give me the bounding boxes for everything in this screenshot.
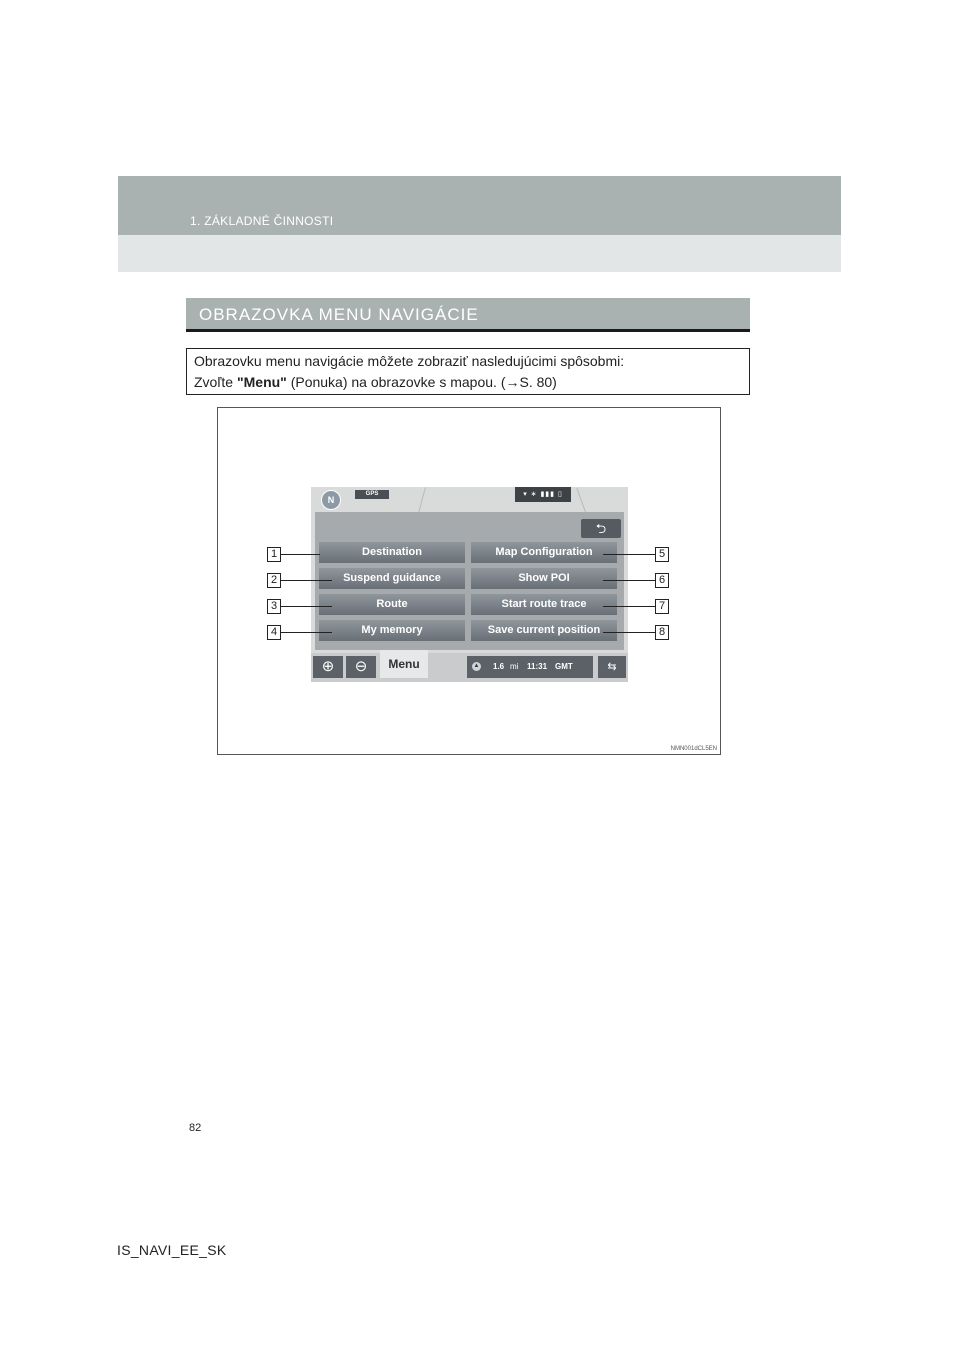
back-icon[interactable]: ⮌	[581, 519, 621, 538]
callout-7: 7	[655, 599, 669, 614]
info-suffix: (Ponuka) na obrazovke s mapou. (	[286, 374, 506, 390]
zoom-in-icon[interactable]: ⊕	[313, 656, 343, 678]
navigation-arrow-icon: ▲	[473, 663, 480, 669]
callout-leader	[280, 554, 320, 555]
callout-8: 8	[655, 625, 669, 640]
callout-leader	[603, 606, 655, 607]
time-value: 11:31	[527, 662, 548, 671]
callout-leader	[603, 554, 655, 555]
callout-leader	[603, 632, 655, 633]
route-button[interactable]: Route	[319, 594, 465, 615]
figure	[217, 407, 721, 755]
status-strip	[467, 656, 593, 678]
menu-panel	[315, 512, 624, 650]
callout-3: 3	[267, 599, 281, 614]
callout-leader	[280, 632, 332, 633]
callout-5: 5	[655, 547, 669, 562]
reference-arrow-icon: →	[505, 374, 520, 390]
my-memory-button[interactable]: My memory	[319, 620, 465, 641]
save-current-position-button[interactable]: Save current position	[471, 620, 617, 641]
chapter-label: 1. ZÁKLADNÉ ČINNOSTI	[190, 214, 334, 228]
screen-top-bar	[311, 487, 628, 507]
header-band	[118, 176, 841, 272]
page-number: 82	[189, 1122, 202, 1134]
callout-6: 6	[655, 573, 669, 588]
signal-status-icon: ▾ ∗ ▮▮▮ ▯	[515, 487, 571, 502]
distance-unit: mi	[510, 662, 519, 671]
callout-leader	[603, 580, 655, 581]
compass-icon[interactable]: N	[321, 490, 341, 510]
info-page-ref: S. 80)	[519, 374, 557, 390]
suspend-guidance-button[interactable]: Suspend guidance	[319, 568, 465, 589]
gps-badge: GPS	[355, 490, 389, 499]
callout-1: 1	[267, 547, 281, 562]
menu-tab[interactable]: Menu	[380, 650, 428, 678]
destination-button[interactable]: Destination	[319, 542, 465, 563]
info-menu-label: "Menu"	[236, 374, 287, 390]
section-title	[186, 298, 750, 332]
start-route-trace-button[interactable]: Start route trace	[471, 594, 617, 615]
zoom-out-icon[interactable]: ⊖	[346, 656, 376, 678]
callout-leader	[280, 580, 332, 581]
navigation-screen	[311, 487, 628, 682]
callout-leader	[280, 606, 332, 607]
info-line-2	[194, 374, 557, 390]
screen-bottom-bar	[311, 653, 628, 682]
show-poi-button[interactable]: Show POI	[471, 568, 617, 589]
reroute-icon[interactable]: ⇆	[598, 656, 626, 678]
info-prefix: Zvoľte	[194, 374, 237, 390]
timezone-label: GMT	[555, 662, 573, 671]
section-title-text: OBRAZOVKA MENU NAVIGÁCIE	[199, 305, 479, 324]
callout-2: 2	[267, 573, 281, 588]
document-code: IS_NAVI_EE_SK	[117, 1242, 227, 1258]
info-box	[186, 348, 750, 395]
figure-code: NMN001dCL5EN	[670, 746, 717, 752]
map-configuration-button[interactable]: Map Configuration	[471, 542, 617, 563]
distance-value: 1.6	[493, 662, 505, 671]
callout-4: 4	[267, 625, 281, 640]
header-top-bar	[118, 176, 841, 235]
info-line-1: Obrazovku menu navigácie môžete zobraziť nasledujúcimi spôsobmi:	[194, 353, 625, 369]
